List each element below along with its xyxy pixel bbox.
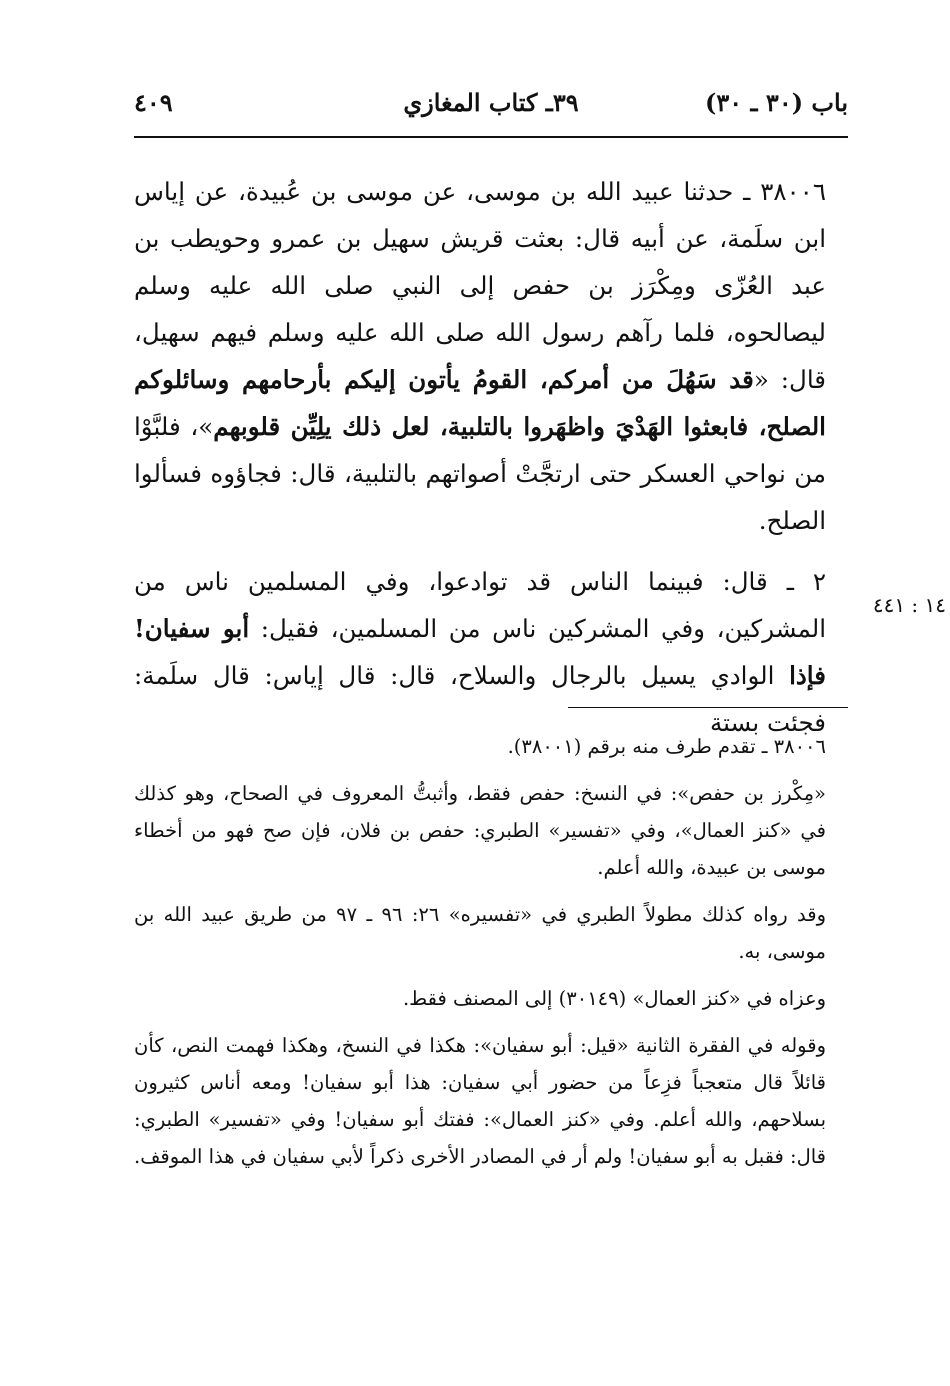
hadith-text-a: ٣٨٠٠٦ ـ حدثنا عبيد الله بن موسى، عن موسى بن عُبيدة، عن إياس ابن سلَمة، عن أبيه قال: بعثت قريش سهيل بن عمرو وحويطب بن عبد العُزّى ومِكْرَز بن حفص إلى النبي صلى الله عليه وسلم ليصالحوه، فلما رآهم رسول الله صلى الله عليه وسلم فيهم سهيل، قال: « <box>134 177 826 394</box>
footnote-4: وعزاه في «كنز العمال» (٣٠١٤٩) إلى المصنف فقط. <box>402 987 826 1010</box>
main-text <box>134 168 848 746</box>
second-bold: أبو سفيان! فإذا <box>134 614 826 690</box>
footnote-2: «مِكْرز بن حفص»: في النسخ: حفص فقط، وأثبتُّ المعروف في الصحاح، وهو كذلك في «كنز العمال»، وفي «تفسير» الطبري: حفص بن فلان، فإن صح فهو من أخطاء موسى بن عبيدة، والله أعلم. <box>134 782 826 879</box>
footnote-1: ٣٨٠٠٦ ـ تقدم طرف منه برقم (٣٨٠٠١). <box>507 735 826 758</box>
margin-reference: ١٤ : ٤٤١ <box>872 593 946 617</box>
page-header <box>134 88 848 128</box>
hadith-paragraph <box>134 168 848 544</box>
footnote-3: وقد رواه كذلك مطولاً الطبري في «تفسيره» ٢٦: ٩٦ ـ ٩٧ من طريق عبيد الله بن موسى، به. <box>134 903 826 963</box>
footnote-rule <box>568 707 848 708</box>
chapter-heading: باب (٣٠ ـ ٣٠) <box>705 88 848 117</box>
header-rule <box>134 136 848 138</box>
second-text-b: الوادي يسيل بالرجال والسلاح، قال: قال إياس: قال سلَمة: فجئت بستة <box>134 661 826 737</box>
second-text-a: ٢ ـ قال: فبينما الناس قد توادعوا، وفي المسلمين ناس من المشركين، وفي المشركين ناس من المسلمين، فقيل: <box>134 567 826 643</box>
footnotes <box>134 728 848 1175</box>
hadith-text-b: »، فلبَّوْا من نواحي العسكر حتى ارتجَّتْ أصواتهم بالتلبية، قال: فجاؤوه فسألوا الصلح. <box>134 412 826 535</box>
footnote-5: وقوله في الفقرة الثانية «قيل: أبو سفيان»: هكذا في النسخ، وهكذا فهمت النص، كأن قائلاً قال متعجباً فزِعاً من حضور أبي سفيان: هذا أبو سفيان! ومعه أناس كثيرون بسلاحهم، والله أعلم. وفي «كنز العمال»: ففتك أبو سفيان! وفي «تفسير» الطبري: قال: فقبل به أبو سفيان! ولم أر في المصادر الأخرى ذكراً لأبي سفيان في هذا الموقف. <box>134 1034 826 1168</box>
page-number: ٤٠٩ <box>134 88 173 117</box>
book-title: ٣٩ـ كتاب المغازي <box>403 88 579 117</box>
hadith-quote: قد سَهُلَ من أمركم، القومُ يأتون إليكم بأرحامهم وسائلوكم الصلح، فابعثوا الهَدْيَ واظهَروا بالتلبية، لعل ذلك يلِيِّن قلوبهم <box>134 365 826 441</box>
second-paragraph <box>134 558 848 746</box>
